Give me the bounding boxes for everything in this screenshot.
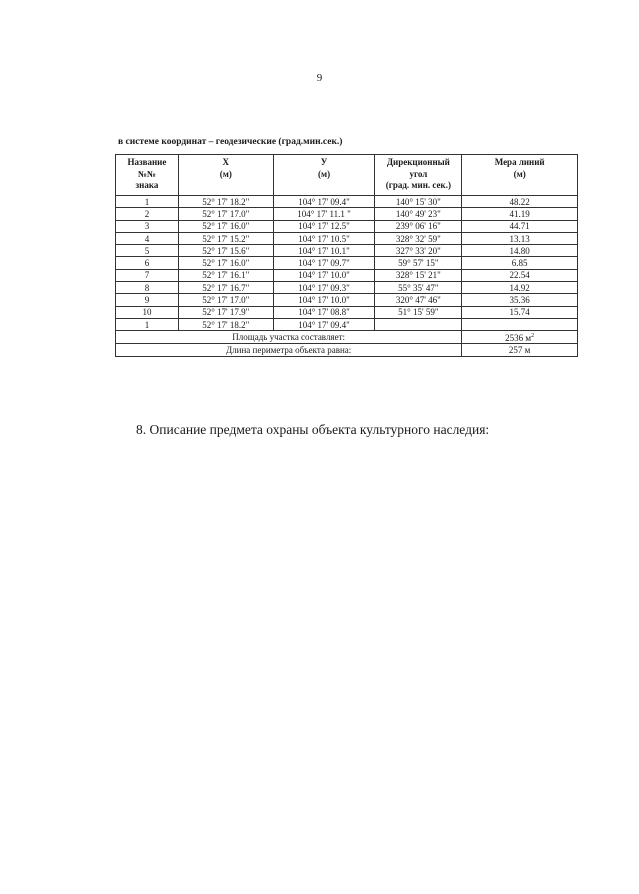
point-number-cell: 1 [116, 318, 179, 330]
direction-angle-cell: 320° 47' 46" [375, 294, 462, 306]
perimeter-value: 257 м [462, 344, 578, 356]
line-length-cell: 15.74 [462, 306, 578, 318]
header-line: (град. мин. сек.) [385, 180, 451, 190]
point-number-cell: 2 [116, 208, 179, 220]
header-line: (м) [219, 168, 232, 179]
header-line: угол [409, 168, 428, 179]
x-cell: 52° 17' 16.7" [178, 282, 273, 294]
area-row [116, 331, 578, 344]
x-cell: 52° 17' 17.9" [178, 306, 273, 318]
table-row [116, 208, 578, 220]
section-heading: 8. Описание предмета охраны объекта культурного наследия: [136, 422, 490, 437]
y-cell: 104° 17' 10.5" [273, 232, 375, 244]
table-caption: в системе координат – геодезические (град.мин.сек.) [118, 137, 343, 147]
table-row [116, 306, 578, 318]
header-cell [273, 155, 375, 196]
coordinates-table [115, 154, 578, 357]
header-cell [375, 155, 462, 196]
table-summary [116, 331, 578, 356]
x-cell: 52° 17' 15.2" [178, 232, 273, 244]
header-line: Дирекционный [386, 157, 450, 167]
point-number-cell: 10 [116, 306, 179, 318]
point-number-cell: 7 [116, 269, 179, 281]
page-number: 9 [316, 72, 323, 84]
line-length-cell: 14.92 [462, 282, 578, 294]
line-length-cell: 22.54 [462, 269, 578, 281]
direction-angle-cell [375, 318, 462, 330]
x-cell: 52° 17' 15.6" [178, 245, 273, 257]
line-length-cell: 35.36 [462, 294, 578, 306]
point-number-cell: 4 [116, 232, 179, 244]
header-cell [462, 155, 578, 196]
point-number-cell: 9 [116, 294, 179, 306]
y-cell: 104° 17' 10.1" [273, 245, 375, 257]
perimeter-row [116, 344, 578, 356]
line-length-cell: 13.13 [462, 232, 578, 244]
direction-angle-cell: 59° 57' 15" [375, 257, 462, 269]
direction-angle-cell: 55° 35' 47" [375, 282, 462, 294]
table-row [116, 257, 578, 269]
x-cell: 52° 17' 17.0" [178, 294, 273, 306]
x-cell: 52° 17' 16.0" [178, 257, 273, 269]
table-row [116, 269, 578, 281]
header-cell [116, 155, 179, 196]
table-row [116, 245, 578, 257]
direction-angle-cell: 239° 06' 16" [375, 220, 462, 232]
y-cell: 104° 17' 10.0" [273, 294, 375, 306]
header-line: (м) [513, 168, 526, 179]
point-number-cell: 6 [116, 257, 179, 269]
header-row [116, 155, 578, 196]
table-row [116, 232, 578, 244]
header-line: У [320, 157, 328, 167]
direction-angle-cell: 328° 15' 21" [375, 269, 462, 281]
area-value [462, 331, 578, 344]
x-cell: 52° 17' 18.2" [178, 318, 273, 330]
x-cell: 52° 17' 16.0" [178, 220, 273, 232]
line-length-cell: 14.80 [462, 245, 578, 257]
table-body [116, 196, 578, 331]
header-line: (м) [317, 168, 331, 179]
y-cell: 104° 17' 09.4" [273, 196, 375, 208]
direction-angle-cell: 327° 33' 20" [375, 245, 462, 257]
perimeter-label: Длина периметра объекта равна: [116, 344, 462, 356]
x-cell: 52° 17' 16.1" [178, 269, 273, 281]
direction-angle-cell: 328° 32' 59" [375, 232, 462, 244]
point-number-cell: 3 [116, 220, 179, 232]
table-header [116, 155, 578, 196]
area-value-text: 2536 м [505, 333, 532, 344]
point-number-cell: 8 [116, 282, 179, 294]
x-cell: 52° 17' 18.2" [178, 196, 273, 208]
y-cell: 104° 17' 09.3" [273, 282, 375, 294]
y-cell: 104° 17' 08.8" [273, 306, 375, 318]
line-length-cell: 48.22 [462, 196, 578, 208]
table-row [116, 294, 578, 306]
table-row [116, 318, 578, 330]
header-line: №№ [137, 168, 156, 179]
point-number-cell: 1 [116, 196, 179, 208]
y-cell: 104° 17' 11.1 " [273, 208, 375, 220]
header-line: знака [135, 180, 159, 190]
y-cell: 104° 17' 12.5" [273, 220, 375, 232]
line-length-cell [462, 318, 578, 330]
x-cell: 52° 17' 17.0" [178, 208, 273, 220]
line-length-cell: 6.85 [462, 257, 578, 269]
direction-angle-cell: 140° 49' 23" [375, 208, 462, 220]
header-line: Название [127, 157, 167, 167]
direction-angle-cell: 51° 15' 59" [375, 306, 462, 318]
table-row [116, 196, 578, 208]
area-unit-exponent: 2 [531, 333, 535, 340]
table-row [116, 220, 578, 232]
line-length-cell: 41.19 [462, 208, 578, 220]
direction-angle-cell: 140° 15' 30" [375, 196, 462, 208]
table-row [116, 282, 578, 294]
y-cell: 104° 17' 09.4" [273, 318, 375, 330]
y-cell: 104° 17' 10.0" [273, 269, 375, 281]
header-line: Мера линий [494, 157, 545, 167]
point-number-cell: 5 [116, 245, 179, 257]
header-cell [178, 155, 273, 196]
header-line: X [222, 157, 230, 167]
area-label: Площадь участка составляет: [116, 331, 462, 344]
line-length-cell: 44.71 [462, 220, 578, 232]
y-cell: 104° 17' 09.7" [273, 257, 375, 269]
